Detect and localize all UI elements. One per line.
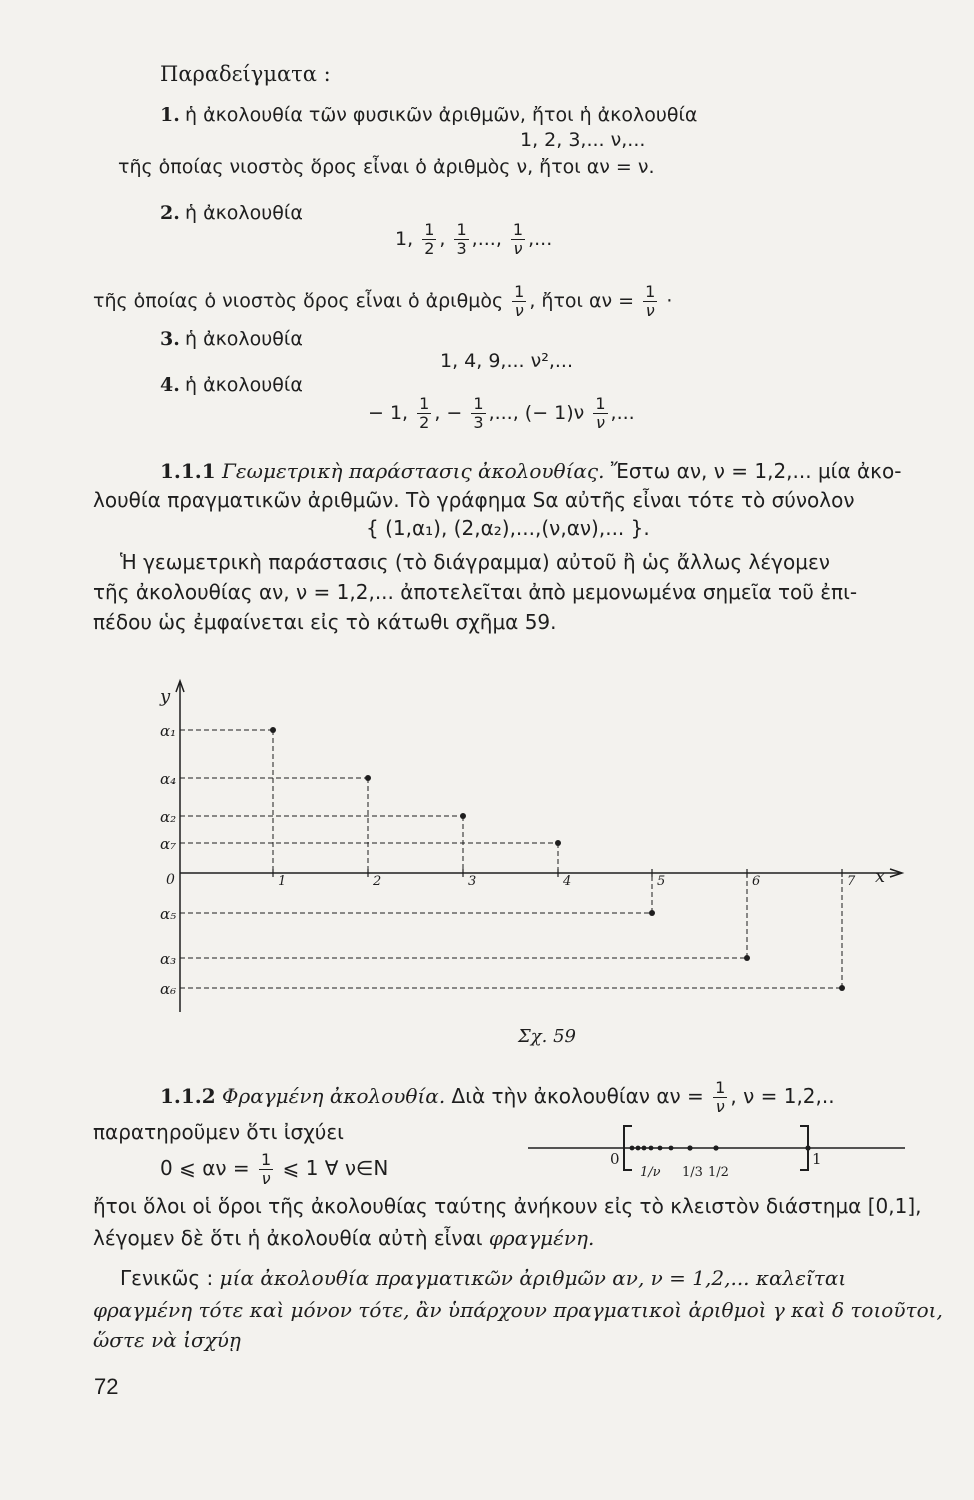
section-1-1-2-line-2: παρατηροῦμεν ὅτι ἰσχύει	[93, 1120, 344, 1144]
x-tick-label-7: 7	[847, 874, 856, 889]
example-2-sequence: 1, $\frac{1}{2}$ , $\frac{1}{3}$ ,..., $\frac{1}{\nu}$ ,...	[395, 220, 553, 258]
x-tick-label-4: 4	[563, 874, 572, 889]
origin-label: 0	[166, 872, 175, 888]
y-label-2: α₄	[160, 770, 177, 788]
y-axis-label: y	[160, 686, 171, 707]
example-4-number: 4.	[160, 374, 180, 396]
y-label-7: α₆	[160, 980, 177, 998]
graph-set: { (1,α₁), (2,α₂),...,(ν,αν),... }.	[366, 516, 650, 540]
definition-line-2: φραγμένη τότε καὶ μόνον τότε, ἂν ὑπάρχουν πραγματικοὶ ἀριθμοὶ γ καὶ δ τοιοῦτοι,	[93, 1298, 943, 1322]
x-axis-label: x	[875, 866, 886, 887]
example-1-number: 1.	[160, 104, 180, 126]
definition-line-3: ὥστε νὰ ἰσχύῃ	[93, 1328, 241, 1352]
definition-line-1: Γενικῶς : μία ἀκολουθία πραγματικῶν ἀριθμῶν αν, ν = 1,2,... καλεῖται	[120, 1266, 847, 1290]
figure-caption: Σχ. 59	[518, 1026, 576, 1047]
x-tick-label-6: 6	[752, 874, 761, 889]
section-1-1-2-line-5: λέγομεν δὲ ὅτι ἡ ἀκολουθία αὐτὴ εἶναι φραγμένη.	[93, 1226, 595, 1250]
example-1-sequence: 1, 2, 3,... ν,...	[520, 129, 646, 151]
number-line-half: 1/2	[708, 1165, 729, 1180]
section-1-1-2-line-4: ἤτοι ὅλοι οἱ ὅροι τῆς ἀκολουθίας ταύτης ἀνήκουν εἰς τὸ κλειστὸν διάστημα [0,1],	[93, 1194, 922, 1218]
section-1-1-1-line-6: πέδου ὡς ἐμφαίνεται εἰς τὸ κάτωθι σχῆμα 59.	[93, 610, 557, 634]
y-label-4: α₇	[160, 835, 177, 853]
y-label-1: α₁	[160, 722, 177, 740]
example-1-text: ἡ ἀκολουθία τῶν φυσικῶν ἀριθμῶν, ἤτοι ἡ ἀκολουθία	[185, 104, 698, 126]
section-1-1-1-line-5: τῆς ἀκολουθίας αν, ν = 1,2,... ἀποτελεῖται ἀπὸ μεμονωμένα σημεῖα τοῦ ἐπι-	[93, 580, 858, 604]
number-line-1-over-nu: 1/ν	[640, 1165, 661, 1180]
example-4-sequence: − 1, $\frac{1}{2}$ , − $\frac{1}{3}$ ,..., (− 1)ν $\frac{1}{\nu}$ ,...	[368, 394, 635, 432]
y-label-3: α₂	[160, 808, 177, 826]
inequality: 0 ⩽ αν = $\frac{1}{\nu}$ ⩽ 1 ∀ ν∈N	[160, 1150, 389, 1188]
section-1-1-1-line-1: 1.1.1 Γεωμετρικὴ παράστασις ἀκολουθίας. Ἔστω αν, ν = 1,2,... μία ἀκο-	[160, 459, 902, 483]
page-heading: Παραδείγματα :	[160, 62, 331, 86]
x-tick-label-3: 3	[468, 874, 477, 889]
example-3-number: 3.	[160, 328, 180, 350]
example-3-sequence: 1, 4, 9,... ν²,...	[440, 350, 574, 372]
y-label-6: α₃	[160, 950, 177, 968]
page-number: 72	[94, 1374, 119, 1399]
example-1-description: τῆς ὁποίας νιοστὸς ὅρος εἶναι ὁ ἀριθμὸς ν, ἤτοι αν = ν.	[118, 156, 655, 178]
example-2-number: 2.	[160, 202, 180, 224]
x-tick-label-5: 5	[657, 874, 666, 889]
section-1-1-2-line-1: 1.1.2 Φραγμένη ἀκολουθία. Διὰ τὴν ἀκολουθίαν αν = $\frac{1}{\nu}$ , ν = 1,2,..	[160, 1078, 835, 1116]
section-1-1-1-line-2: λουθία πραγματικῶν ἀριθμῶν. Τὸ γράφημα Sα αὐτῆς εἶναι τότε τὸ σύνολον	[93, 488, 855, 512]
example-3-text: ἡ ἀκολουθία	[185, 328, 303, 350]
example-4-text: ἡ ἀκολουθία	[185, 374, 303, 396]
x-tick-label-2: 2	[373, 874, 382, 889]
number-line-one: 1	[812, 1150, 822, 1168]
example-2-description: τῆς ὁποίας ὁ νιοστὸς ὅρος εἶναι ὁ ἀριθμὸς $\frac{1}{\nu}$ , ἤτοι αν = $\frac{1}{\nu}$ ·	[93, 282, 673, 320]
x-tick-label-1: 1	[278, 874, 287, 889]
number-line-zero: 0	[610, 1150, 620, 1168]
y-label-5: α₅	[160, 905, 177, 923]
number-line-third: 1/3	[682, 1165, 703, 1180]
section-1-1-1-line-4: Ἡ γεωμετρικὴ παράστασις (τὸ διάγραμμα) αὐτοῦ ἢ ὡς ἄλλως λέγομεν	[120, 550, 830, 574]
example-2-text: ἡ ἀκολουθία	[185, 202, 303, 224]
